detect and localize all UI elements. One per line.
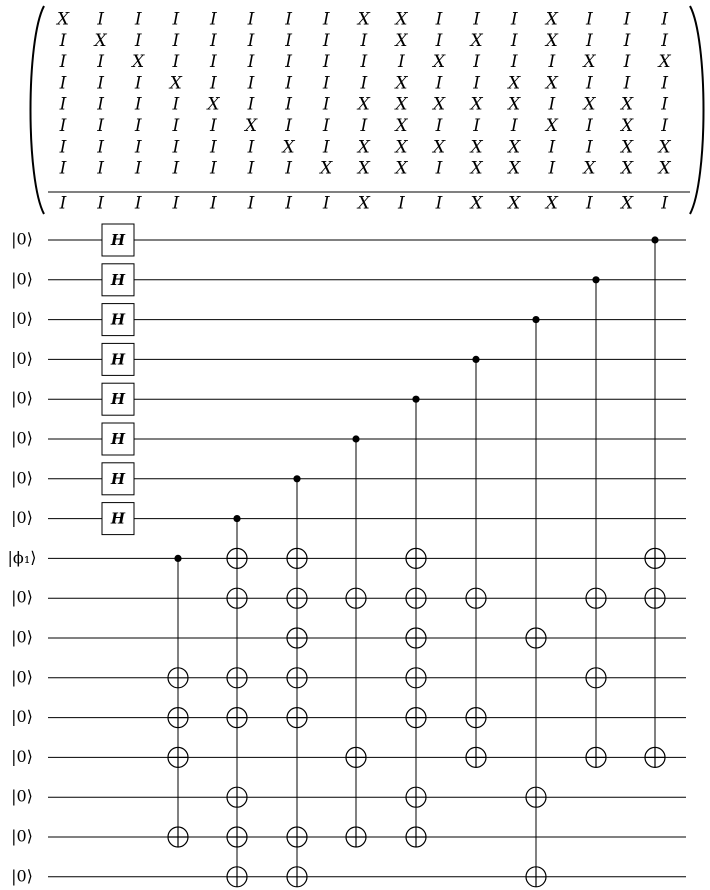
matrix-cell: I (210, 116, 217, 136)
matrix-cell: I (172, 158, 180, 179)
matrix-cell: X (545, 73, 558, 94)
matrix-cell: I (548, 158, 556, 179)
matrix-cell: X (508, 158, 521, 179)
matrix-cell: X (508, 94, 521, 115)
matrix-cell: I (623, 9, 631, 30)
matrix-cell: X (545, 30, 558, 51)
matrix-cell: X (282, 137, 295, 158)
matrix-cell: I (210, 30, 217, 51)
matrix-cell: I (210, 9, 217, 30)
cnot-control-dot (592, 276, 599, 283)
matrix-cell: I (134, 73, 142, 94)
matrix-cell: I (134, 193, 142, 214)
matrix-cell: I (473, 9, 480, 30)
matrix-cell: X (432, 94, 446, 115)
matrix-cell: I (661, 94, 668, 115)
matrix-cell: I (623, 73, 631, 94)
matrix-cell: I (59, 137, 67, 158)
matrix-cell: I (435, 193, 443, 214)
matrix-cell: I (134, 30, 142, 51)
matrix-cell: I (97, 52, 104, 73)
matrix-cell: I (623, 30, 631, 51)
matrix-cell: X (470, 94, 483, 115)
matrix-cell: I (435, 73, 443, 94)
matrix-cell: I (285, 52, 292, 73)
matrix-cell: X (545, 9, 558, 30)
cnot-target (645, 747, 665, 767)
cnot-target (645, 588, 665, 608)
wire-label: |0⟩ (11, 508, 33, 528)
matrix-cell: I (172, 94, 180, 115)
cnot-target (346, 588, 366, 608)
cnot-target (287, 867, 307, 887)
matrix-cell: I (510, 30, 518, 51)
matrix-cell: I (172, 193, 180, 214)
cnot-control-dot (651, 236, 658, 243)
cnot-target (586, 668, 606, 688)
matrix-cell: I (398, 52, 405, 73)
cnot-target (287, 628, 307, 648)
matrix-cell: X (432, 52, 446, 73)
cnot-target (526, 628, 546, 648)
cnot-target (346, 827, 366, 847)
wire-label: |0⟩ (11, 468, 33, 488)
matrix-cell: I (247, 94, 255, 115)
matrix-cell: I (661, 116, 668, 136)
matrix-cell: I (285, 193, 292, 214)
cnot-target (466, 708, 486, 728)
cnot-control-dot (412, 396, 419, 403)
matrix-cell: X (470, 193, 483, 214)
matrix-cell: I (247, 137, 255, 158)
cnot-target (168, 827, 188, 847)
cnot-target (406, 588, 426, 608)
matrix-cell: I (510, 116, 518, 136)
matrix-cell: I (473, 73, 480, 94)
matrix-cell: X (620, 137, 634, 158)
matrix-cell: I (210, 52, 217, 73)
hadamard-gate-label: H (110, 430, 126, 448)
cnot-target (287, 708, 307, 728)
matrix-cell: X (320, 158, 333, 179)
matrix-cell: X (395, 30, 408, 51)
matrix-cell: I (435, 116, 443, 136)
matrix-cell: I (285, 116, 292, 136)
cnot-target (586, 588, 606, 608)
matrix-cell: X (94, 30, 107, 51)
matrix-cell: X (395, 158, 408, 179)
matrix-cell: X (545, 116, 558, 136)
wire-label: |0⟩ (11, 388, 33, 408)
wire-label: |0⟩ (11, 826, 33, 846)
matrix-cell: I (134, 116, 142, 136)
matrix-cell: X (470, 158, 483, 179)
hadamard-gate-label: H (110, 270, 126, 289)
matrix-cell: I (285, 9, 292, 30)
cnot-target (466, 747, 486, 767)
cnot-target (227, 787, 247, 807)
matrix-cell: I (210, 137, 217, 158)
matrix-cell: I (59, 73, 67, 94)
cnot-target (287, 588, 307, 608)
matrix-cell: X (207, 94, 220, 115)
matrix-cell: X (244, 116, 258, 136)
matrix-cell: I (322, 137, 330, 158)
matrix-cell: I (97, 73, 104, 94)
matrix-cell: X (470, 137, 483, 158)
matrix-left-paren (31, 6, 45, 214)
matrix-cell: X (357, 158, 370, 179)
matrix-cell: I (661, 193, 668, 214)
cnot-target (466, 588, 486, 608)
matrix-cell: I (548, 137, 556, 158)
matrix-cell: I (586, 9, 593, 30)
cnot-target (227, 548, 247, 568)
cnot-target (645, 548, 665, 568)
cnot-target (168, 747, 188, 767)
wire-label: |0⟩ (11, 707, 33, 727)
cnot-control-dot (472, 356, 479, 363)
matrix-cell: X (357, 9, 370, 30)
matrix-cell: I (548, 52, 556, 73)
matrix-cell: I (172, 30, 180, 51)
cnot-target (287, 827, 307, 847)
matrix-right-paren (690, 6, 704, 214)
wire-label: |0⟩ (11, 309, 33, 329)
matrix-cell: X (620, 193, 634, 214)
matrix-cell: I (322, 9, 330, 30)
matrix-cell: I (134, 137, 142, 158)
matrix-cell: I (322, 193, 330, 214)
matrix-cell: I (623, 52, 631, 73)
matrix-cell: I (247, 73, 255, 94)
cnot-target (227, 867, 247, 887)
cnot-target (526, 867, 546, 887)
matrix-cell: X (508, 193, 521, 214)
matrix-cell: I (586, 30, 593, 51)
matrix-cell: I (435, 158, 443, 179)
matrix-cell: I (586, 193, 593, 214)
cnot-target (168, 668, 188, 688)
matrix-cell: X (432, 137, 446, 158)
matrix-cell: X (620, 94, 634, 115)
matrix-cell: I (247, 9, 255, 30)
cnot-target (287, 548, 307, 568)
matrix-cell: I (285, 94, 292, 115)
matrix-cell: I (322, 52, 330, 73)
wire-label: |0⟩ (11, 587, 33, 607)
matrix-cell: I (210, 73, 217, 94)
matrix-cell: X (395, 137, 408, 158)
matrix-cell: I (548, 94, 556, 115)
cnot-target (287, 668, 307, 688)
matrix-cell: I (473, 116, 480, 136)
matrix-cell: I (398, 193, 405, 214)
matrix-cell: I (247, 52, 255, 73)
cnot-target (346, 747, 366, 767)
matrix-cell: I (134, 9, 142, 30)
matrix-cell: X (508, 73, 521, 94)
wire-label: |0⟩ (11, 786, 33, 806)
cnot-target (168, 708, 188, 728)
matrix-cell: I (285, 73, 292, 94)
matrix-cell: I (134, 158, 142, 179)
matrix-cell: X (620, 158, 634, 179)
matrix-cell: I (510, 52, 518, 73)
matrix-cell: X (470, 30, 483, 51)
matrix-cell: I (59, 193, 67, 214)
matrix-cell: I (247, 158, 255, 179)
cnot-target (406, 787, 426, 807)
matrix-cell: I (586, 73, 593, 94)
cnot-control-dot (352, 435, 359, 442)
hadamard-gate-label: H (110, 310, 126, 329)
cnot-target (406, 827, 426, 847)
matrix-cell: I (661, 9, 668, 30)
matrix-cell: X (545, 193, 558, 214)
stabilizer-matrix (31, 6, 704, 214)
matrix-cell: I (97, 94, 104, 115)
matrix-cell: I (97, 9, 104, 30)
matrix-cell: I (172, 116, 180, 136)
matrix-cell: I (322, 30, 330, 51)
matrix-cell: I (172, 52, 180, 73)
wire-label: |0⟩ (11, 866, 33, 886)
wire-label: |0⟩ (11, 746, 33, 766)
matrix-cell: X (357, 94, 370, 115)
hadamard-gate-label: H (110, 231, 126, 249)
matrix-cell: I (59, 158, 67, 179)
matrix-cell: I (360, 30, 368, 51)
matrix-cell: I (172, 9, 180, 30)
matrix-cell: I (322, 73, 330, 94)
matrix-cell: I (322, 94, 330, 115)
matrix-cell: I (59, 94, 67, 115)
matrix-cell: I (172, 137, 180, 158)
matrix-cell: I (210, 193, 217, 214)
matrix-cell: I (322, 116, 330, 136)
cnot-control-dot (293, 475, 300, 482)
hadamard-gate-label: H (110, 350, 126, 369)
hadamard-gate-label: H (110, 469, 126, 488)
wire-label: |0⟩ (11, 348, 33, 368)
cnot-target (406, 548, 426, 568)
matrix-cell: I (586, 116, 593, 136)
wire-label: |0⟩ (11, 229, 33, 249)
hadamard-gate-label: H (110, 390, 126, 409)
matrix-cell: I (134, 94, 142, 115)
matrix-cell: X (395, 94, 408, 115)
matrix-cell: X (395, 116, 408, 136)
matrix-cell: I (360, 73, 368, 94)
matrix-cell: I (247, 193, 255, 214)
matrix-cell: I (97, 158, 104, 179)
cnot-target (406, 628, 426, 648)
matrix-cell: I (586, 137, 593, 158)
matrix-cell: I (97, 137, 104, 158)
matrix-cell: I (59, 116, 67, 136)
wire-label: |0⟩ (11, 269, 33, 289)
circuit-diagram (8, 224, 686, 887)
cnot-target (526, 787, 546, 807)
matrix-cell: X (583, 52, 596, 73)
cnot-target (586, 747, 606, 767)
cnot-target (406, 708, 426, 728)
matrix-cell: I (473, 52, 480, 73)
matrix-cell: X (357, 137, 370, 158)
matrix-cell: X (658, 52, 671, 73)
cnot-control-dot (532, 316, 539, 323)
matrix-cell: I (97, 116, 104, 136)
matrix-cell: I (285, 158, 292, 179)
matrix-cell: I (435, 9, 443, 30)
cnot-target (227, 668, 247, 688)
matrix-cell: I (247, 30, 255, 51)
cnot-target (227, 708, 247, 728)
matrix-cell: I (285, 30, 292, 51)
matrix-cell: I (59, 30, 67, 51)
matrix-cell: I (360, 116, 368, 136)
matrix-cell: I (210, 158, 217, 179)
wire-label: |0⟩ (11, 627, 33, 647)
wire-label: |ϕ₁⟩ (7, 547, 37, 567)
matrix-cell: I (59, 52, 67, 73)
matrix-cell: I (360, 52, 368, 73)
matrix-cell: X (658, 158, 671, 179)
matrix-cell: X (583, 158, 596, 179)
matrix-cell: I (435, 30, 443, 51)
matrix-cell: X (583, 94, 596, 115)
matrix-cell: X (56, 9, 70, 30)
wire-label: |0⟩ (11, 667, 33, 687)
matrix-cell: X (132, 52, 145, 73)
matrix-cell: X (169, 73, 182, 94)
matrix-cell: X (658, 137, 671, 158)
matrix-cell: X (620, 116, 634, 136)
matrix-cell: I (661, 30, 668, 51)
wire-label: |0⟩ (11, 428, 33, 448)
hadamard-gate-label: H (110, 509, 126, 528)
matrix-cell: I (97, 193, 104, 214)
matrix-cell: X (508, 137, 521, 158)
matrix-cell: X (395, 73, 408, 94)
matrix-cell: X (395, 9, 408, 30)
cnot-control-dot (174, 555, 181, 562)
cnot-target (227, 588, 247, 608)
cnot-control-dot (233, 515, 240, 522)
matrix-cell: I (510, 9, 518, 30)
matrix-cell: I (661, 73, 668, 94)
cnot-target (227, 827, 247, 847)
cnot-target (406, 668, 426, 688)
matrix-cell: X (357, 193, 370, 214)
